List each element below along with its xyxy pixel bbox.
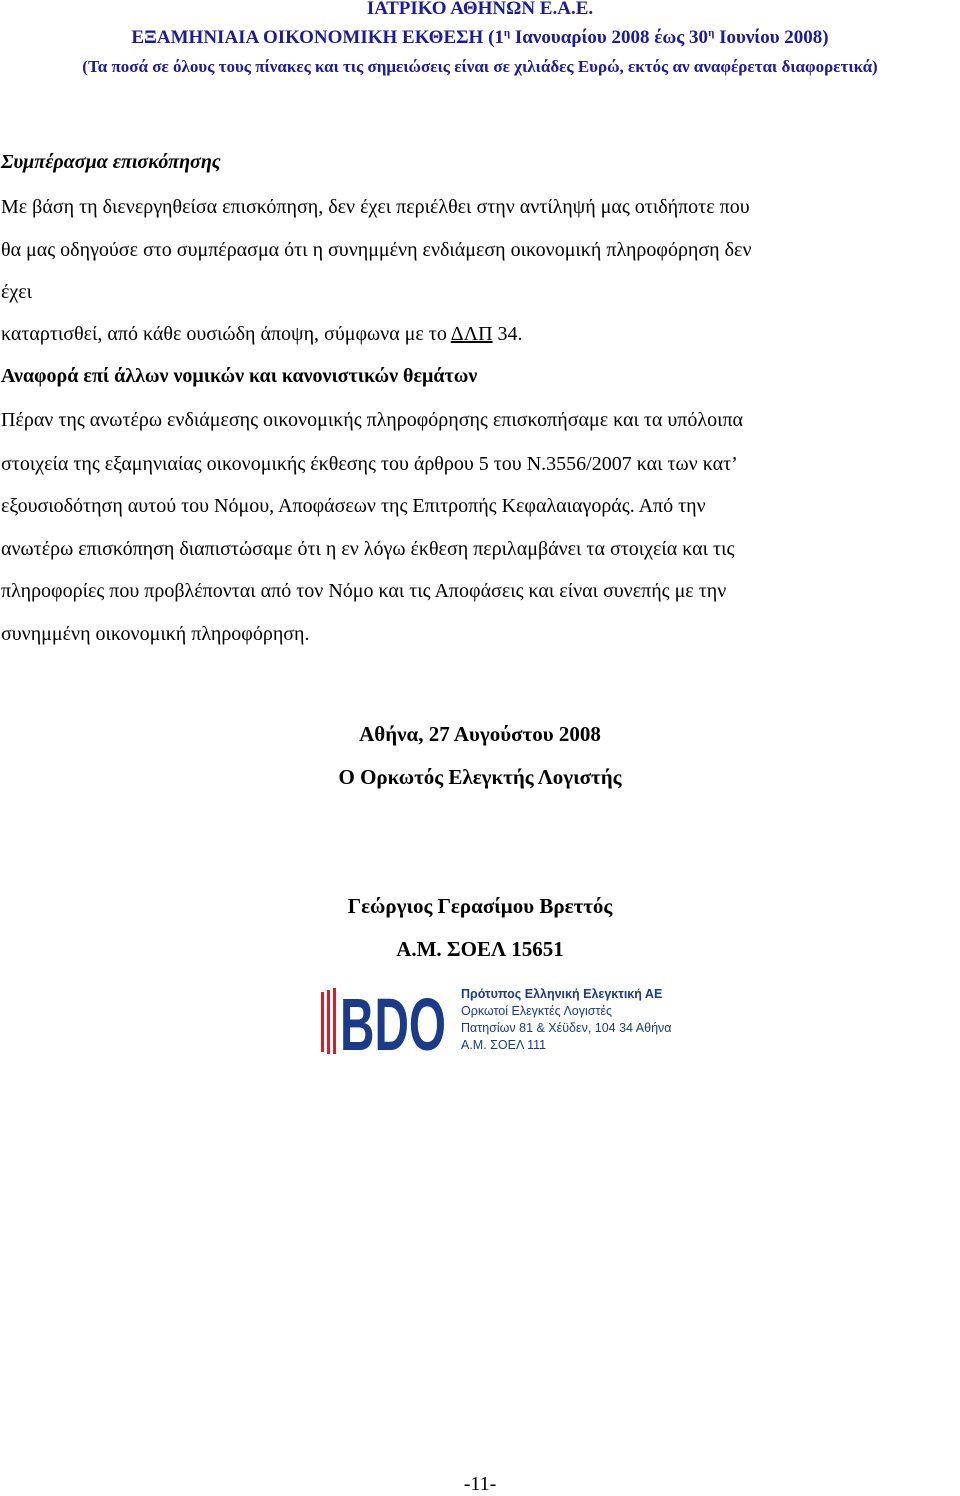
signature-place-date: Αθήνα, 27 Αυγούστου 2008: [359, 722, 601, 746]
conclusion-line: Με βάση τη διενεργηθείσα επισκόπηση, δεν έχει περιέλθει στην αντίληψή μας οτιδήποτε που: [1, 196, 750, 218]
other-matters-line: ανωτέρω επισκόπηση διαπιστώσαμε ότι η εν λόγω έκθεση περιλαμβάνει τα στοιχεία και τις: [1, 538, 735, 560]
report-title-part: ΕΞΑΜΗΝΙΑΙΑ ΟΙΚΟΝΟΜΙΚΗ ΕΚΘΕΣΗ (1: [131, 27, 504, 48]
signature-role: Ο Ορκωτός Ελεγκτής Λογιστής: [338, 765, 622, 789]
stamp-line: Ορκωτοί Ελεγκτές Λογιστές: [461, 1004, 613, 1018]
other-matters-line: εξουσιοδότηση αυτού του Νόμου, Αποφάσεων της Επιτροπής Κεφαλαιαγοράς. Από την: [1, 495, 706, 517]
report-title-part: Ιουνίου 2008): [714, 27, 829, 48]
bdo-logo-icon: [321, 986, 449, 1056]
stamp-address: Πατησίων 81 & Χέϋδεν, 104 34 Αθήνα: [461, 1021, 672, 1035]
amounts-note: (Τα ποσά σε όλους τους πίνακες και τις σημειώσεις είναι σε χιλιάδες Ευρώ, εκτός αν αναφέρεται διαφορετικά): [82, 57, 878, 76]
stamp-text: [461, 986, 672, 1054]
conclusion-line: θα μας οδηγούσε στο συμπέρασμα ότι η συνημμένη ενδιάμεση οικονομική πληροφόρηση δεν: [1, 239, 752, 261]
other-matters-line: Πέραν της ανωτέρω ενδιάμεσης οικονομικής πληροφόρησης επισκοπήσαμε και τα υπόλοιπα: [1, 409, 744, 431]
report-title: [0, 26, 960, 50]
conclusion-line: [1, 323, 523, 346]
signature-license: Α.Μ. ΣΟΕΛ 15651: [396, 937, 564, 961]
conclusion-line: έχει: [1, 281, 33, 303]
conclusion-line-text: καταρτισθεί, από κάθε ουσιώδη άποψη, σύμφωνα με το: [1, 323, 451, 345]
conclusion-line-text: 34.: [492, 323, 523, 345]
other-matters-title: Αναφορά επί άλλων νομικών και κανονιστικών θεμάτων: [1, 365, 478, 387]
conclusion-title: Συμπέρασμα επισκόπησης: [1, 151, 221, 173]
other-matters-line: συνημμένη οικονομική πληροφόρηση.: [1, 623, 310, 645]
signature-name: Γεώργιος Γερασίμου Βρεττός: [347, 894, 613, 918]
bdo-stamp: [321, 986, 672, 1058]
report-title-superscript: η: [708, 27, 715, 39]
other-matters-line: στοιχεία της εξαμηνιαίας οικονομικής έκθεσης του άρθρου 5 του Ν.3556/2007 και των κατ’: [1, 453, 738, 475]
company-name: ΙΑΤΡΙΚΟ ΑΘΗΝΩΝ Ε.Α.Ε.: [366, 0, 594, 19]
stamp-registry: Α.Μ. ΣΟΕΛ 111: [461, 1038, 547, 1052]
ias-reference-link[interactable]: ΔΛΠ: [450, 323, 493, 345]
page-number: -11-: [463, 1473, 497, 1495]
other-matters-line: πληροφορίες που προβλέπονται από τον Νόμο και τις Αποφάσεις και είναι συνεπής με την: [1, 580, 727, 602]
report-title-superscript: η: [503, 27, 511, 39]
bdo-logo-letters: BDO: [340, 986, 446, 1056]
stamp-firm: Πρότυπος Ελληνική Ελεγκτική ΑΕ: [461, 987, 663, 1001]
report-title-part: Ιανουαρίου 2008 έως 30: [510, 27, 709, 48]
